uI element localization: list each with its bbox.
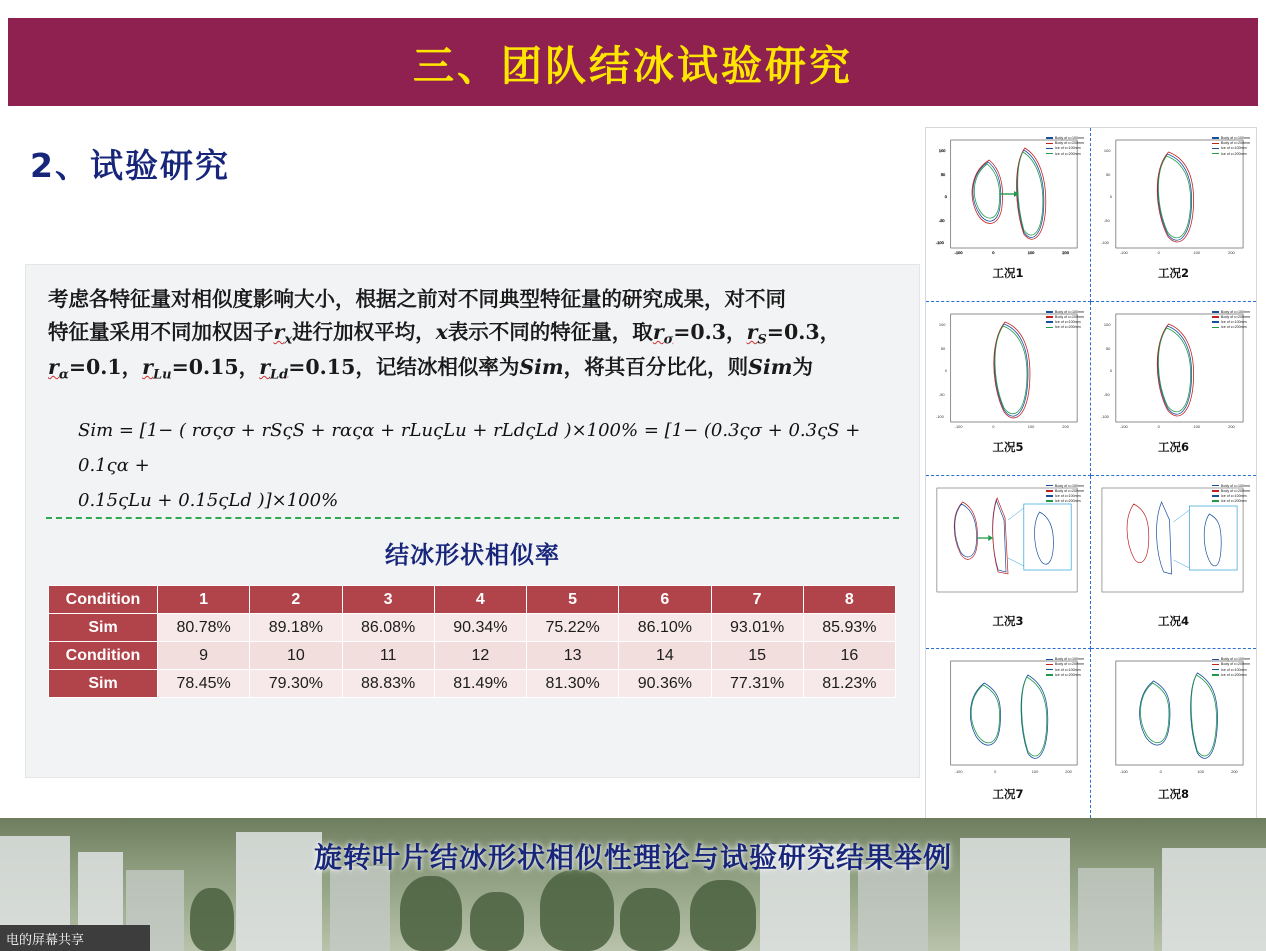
- table-row: [49, 670, 896, 698]
- svg-text:-100: -100: [954, 249, 963, 256]
- figure-panel: [925, 127, 1257, 824]
- plot-legend: Body of c=100mm Body of c=200mm Ice of c=100mm Ice of c=200mm: [1212, 657, 1250, 678]
- sim-1-7: 93.01%: [711, 614, 803, 642]
- condition-1-3: 3: [342, 586, 434, 614]
- row-header-sim-1: Sim: [49, 614, 158, 642]
- figure-label-6: 工况4: [1157, 613, 1189, 628]
- slide-header: [8, 18, 1258, 106]
- divider: [46, 517, 899, 519]
- formula-block: [78, 413, 878, 518]
- figure-cell-8: [1091, 649, 1256, 823]
- table-row: [49, 642, 896, 670]
- svg-text:-100: -100: [935, 239, 944, 246]
- sim-1-4: 90.34%: [434, 614, 526, 642]
- svg-text:50: 50: [940, 345, 946, 351]
- sim-2-7: 77.31%: [711, 670, 803, 698]
- svg-text:-50: -50: [938, 391, 945, 397]
- svg-text:200: 200: [1062, 423, 1069, 429]
- paragraph-line-3b: =0.15，: [171, 354, 260, 379]
- sim-2-5: 81.30%: [527, 670, 619, 698]
- svg-text:0: 0: [1157, 423, 1160, 429]
- svg-text:-100: -100: [1100, 239, 1109, 246]
- plot-5: [929, 480, 1087, 612]
- sim-1-2: 89.18%: [250, 614, 342, 642]
- paragraph-line-2d: =0.3，: [673, 320, 747, 345]
- svg-text:100: 100: [1103, 321, 1111, 327]
- plot-legend: Body of c=100mm Body of c=200mm Ice of c=100mm Ice of c=200mm: [1212, 136, 1250, 157]
- svg-text:100: 100: [1027, 249, 1035, 256]
- svg-text:100: 100: [1103, 147, 1111, 154]
- plot-legend: Body of c=100mm Body of c=200mm Ice of c=100mm Ice of c=200mm: [1212, 310, 1250, 331]
- figure-cell-1: [926, 128, 1091, 302]
- formula-line-1: Sim = [1− ( rσςσ + rSςS + rαςα + rLuςLu + rLdςLd )×100% = [1− (0.3ςσ + 0.3ςS + 0.1ςα +: [78, 420, 861, 477]
- svg-text:100: 100: [1027, 423, 1035, 429]
- var-r-sigma: $r_\sigma$: [652, 320, 674, 348]
- svg-text:-50: -50: [1103, 391, 1110, 397]
- svg-text:100: 100: [1193, 423, 1200, 429]
- paragraph-line-2a: 特征量采用不同加权因子: [48, 320, 274, 345]
- figure-cell-2: [1091, 128, 1256, 302]
- condition-2-3: 11: [342, 642, 434, 670]
- svg-text:200: 200: [1231, 769, 1238, 775]
- condition-1-2: 2: [250, 586, 342, 614]
- paragraph-line-2c: 表示不同的特征量，取: [447, 320, 653, 345]
- svg-text:200: 200: [1065, 769, 1072, 775]
- plot-7: [929, 653, 1087, 785]
- svg-text:0: 0: [992, 423, 995, 429]
- condition-1-6: 6: [619, 586, 711, 614]
- condition-1-7: 7: [711, 586, 803, 614]
- svg-text:-50: -50: [938, 217, 945, 224]
- plot-legend: Body of c=100mm Body of c=200mm Ice of c=100mm Ice of c=200mm: [1046, 310, 1084, 331]
- figure-label-4: 工况6: [1157, 439, 1189, 454]
- table-title: 结冰形状相似率: [385, 541, 560, 569]
- svg-text:-100: -100: [1119, 769, 1128, 775]
- var-x: x: [435, 320, 448, 345]
- body-paragraph: [48, 283, 893, 385]
- svg-text:-100: -100: [935, 413, 944, 419]
- svg-text:200: 200: [1062, 249, 1069, 256]
- page-title: 三、团队结冰试验研究: [413, 41, 853, 90]
- var-sim-2: Sim: [748, 354, 793, 379]
- condition-2-4: 12: [434, 642, 526, 670]
- figure-label-7: 工况7: [992, 787, 1024, 802]
- svg-text:0: 0: [944, 193, 948, 200]
- figure-label-8: 工况8: [1157, 787, 1189, 802]
- svg-text:100: 100: [938, 147, 946, 154]
- figure-label-3: 工况5: [992, 439, 1024, 454]
- paragraph-line-2b: 进行加权平均，: [292, 320, 436, 345]
- table-row: [49, 614, 896, 642]
- svg-text:200: 200: [1228, 423, 1235, 429]
- condition-1-4: 4: [434, 586, 526, 614]
- svg-text:-100: -100: [1119, 249, 1128, 256]
- svg-text:-100: -100: [1119, 423, 1128, 429]
- svg-text:0: 0: [1157, 249, 1160, 256]
- sim-2-1: 78.45%: [158, 670, 250, 698]
- formula-line-2: 0.15ςLu + 0.15ςLd )]×100%: [78, 490, 339, 512]
- svg-text:50: 50: [940, 171, 946, 178]
- svg-text:100: 100: [1193, 249, 1200, 256]
- figure-label-5: 工况3: [992, 613, 1024, 628]
- svg-text:-100: -100: [1100, 413, 1109, 419]
- plot-4: [1094, 306, 1253, 438]
- condition-1-8: 8: [803, 586, 895, 614]
- var-r-alpha: $r_\alpha$: [48, 354, 69, 383]
- slide-caption: 旋转叶片结冰形状相似性理论与试验研究结果举例: [313, 841, 952, 874]
- figure-grid: [926, 128, 1256, 823]
- var-r-s: $r_S$: [746, 320, 767, 348]
- svg-text:200: 200: [1228, 249, 1235, 256]
- condition-2-6: 14: [619, 642, 711, 670]
- sim-2-3: 88.83%: [342, 670, 434, 698]
- svg-text:0: 0: [994, 769, 997, 775]
- figure-cell-6: [1091, 476, 1256, 650]
- var-r-lu: $r_{Lu}$: [142, 354, 172, 383]
- paragraph-line-2e: =0.3，: [766, 320, 841, 345]
- plot-3: [929, 306, 1087, 438]
- svg-text:0: 0: [1109, 193, 1113, 200]
- condition-2-2: 10: [250, 642, 342, 670]
- row-header-condition-2: Condition: [49, 642, 158, 670]
- svg-text:-100: -100: [954, 769, 963, 775]
- sim-1-8: 85.93%: [803, 614, 895, 642]
- section-title: 2、试验研究: [30, 146, 230, 185]
- paragraph-line-3d: ，将其百分比化，则: [563, 354, 749, 379]
- sim-1-6: 86.10%: [619, 614, 711, 642]
- condition-2-8: 16: [803, 642, 895, 670]
- svg-text:100: 100: [938, 321, 946, 327]
- svg-text:-100: -100: [954, 423, 963, 429]
- figure-label-1: 工况1: [992, 266, 1024, 280]
- sim-1-5: 75.22%: [527, 614, 619, 642]
- svg-text:-50: -50: [1103, 217, 1110, 224]
- condition-2-7: 15: [711, 642, 803, 670]
- figure-label-2: 工况2: [1157, 266, 1189, 280]
- svg-text:0: 0: [944, 367, 948, 373]
- plot-legend: Body of c=100mm Body of c=200mm Ice of c=100mm Ice of c=200mm: [1046, 657, 1084, 678]
- condition-1-1: 1: [158, 586, 250, 614]
- var-r-ld: $r_{Ld}$: [259, 354, 289, 383]
- row-header-condition-1: Condition: [49, 586, 158, 614]
- sim-2-8: 81.23%: [803, 670, 895, 698]
- similarity-table: [48, 585, 896, 698]
- paragraph-line-3c: =0.15，记结冰相似率为: [288, 354, 520, 379]
- paragraph-line-3e: 为: [792, 354, 813, 379]
- figure-cell-7: [926, 649, 1091, 823]
- sim-2-4: 81.49%: [434, 670, 526, 698]
- plot-legend: Body of c=100mm Body of c=200mm Ice of c=100mm Ice of c=200mm: [1046, 136, 1084, 157]
- screen-share-indicator[interactable]: [0, 925, 150, 951]
- svg-text:0: 0: [992, 249, 995, 256]
- plot-8: [1094, 653, 1253, 785]
- plot-2: [1094, 132, 1253, 264]
- sim-2-6: 90.36%: [619, 670, 711, 698]
- table-row: [49, 586, 896, 614]
- screen-share-label: 电的屏幕共享: [6, 932, 85, 948]
- condition-2-5: 13: [527, 642, 619, 670]
- condition-1-5: 5: [527, 586, 619, 614]
- svg-text:0: 0: [1109, 367, 1113, 373]
- plot-6: [1094, 480, 1253, 612]
- svg-text:0: 0: [1159, 769, 1162, 775]
- svg-text:100: 100: [1197, 769, 1204, 775]
- svg-text:50: 50: [1105, 345, 1111, 351]
- sim-1-1: 80.78%: [158, 614, 250, 642]
- sim-1-3: 86.08%: [342, 614, 434, 642]
- svg-text:100: 100: [1031, 769, 1039, 775]
- var-sim-1: Sim: [519, 354, 564, 379]
- figure-cell-4: [1091, 302, 1256, 476]
- paragraph-line-1: 考虑各特征量对相似度影响大小，根据之前对不同典型特征量的研究成果，对不同: [48, 287, 786, 311]
- plot-legend: Body of c=100mm Body of c=200mm Ice of c=100mm Ice of c=200mm: [1212, 484, 1250, 505]
- sim-2-2: 79.30%: [250, 670, 342, 698]
- var-r-x: $r_x$: [273, 320, 293, 348]
- content-panel: [25, 264, 920, 778]
- plot-1: [929, 132, 1087, 264]
- condition-2-1: 9: [158, 642, 250, 670]
- plot-legend: Body of c=100mm Body of c=200mm Ice of c=100mm Ice of c=200mm: [1046, 484, 1084, 505]
- figure-cell-5: [926, 476, 1091, 650]
- paragraph-line-3a: =0.1，: [68, 354, 143, 379]
- svg-text:50: 50: [1105, 171, 1111, 178]
- figure-cell-3: [926, 302, 1091, 476]
- row-header-sim-2: Sim: [49, 670, 158, 698]
